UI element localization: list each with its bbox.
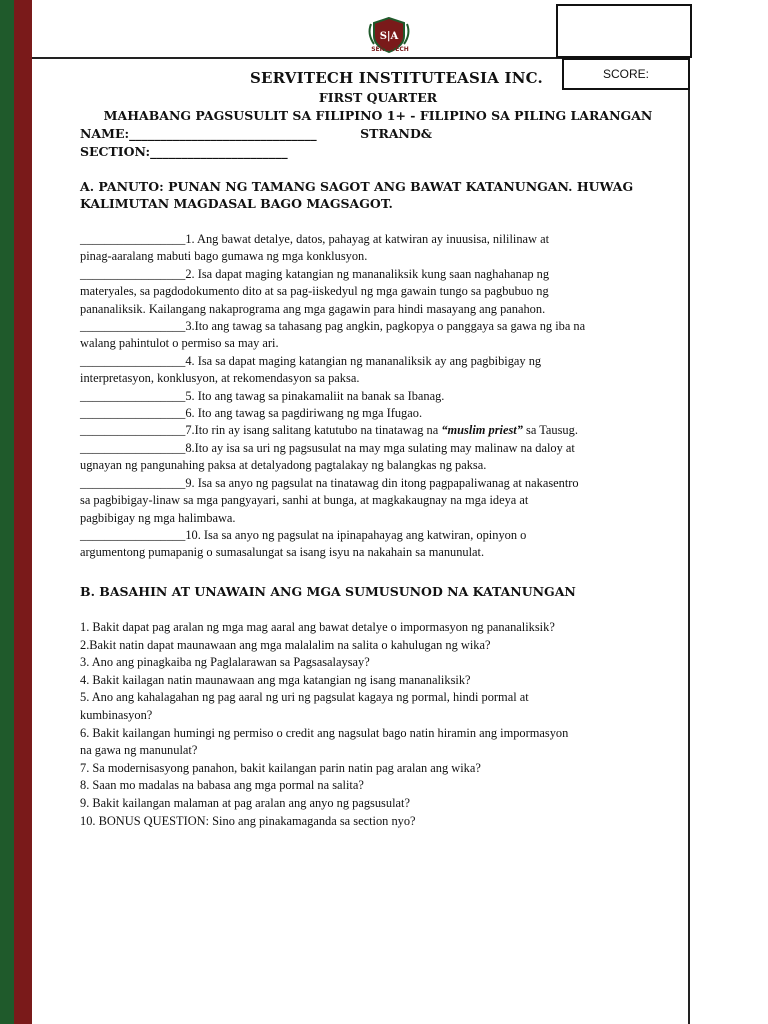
list-item: 1. Bakit dapat pag aralan ng mga mag aaral ang bawat detalye o impormasyon ng pananaliksik? — [80, 620, 555, 634]
list-item: _________________6. Ito ang tawag sa pagdiriwang ng mga Ifugao. — [80, 406, 423, 421]
list-item: 4. Bakit kailagan natin maunawaan ang mga katangian ng isang mananaliksik? — [80, 672, 471, 687]
exam-title: MAHABANG PAGSUSULIT SA FILIPINO 1+ - FILIPINO SA PILING LARANGAN — [103, 108, 653, 123]
list-item: pananaliksik. Kailangang nakaprograma ang mga gagawin para hindi masayang ang panahon. — [80, 301, 546, 316]
list-item: _________________4. Isa sa dapat maging katangian ng mananaliksik ay ang pagbibigay ng — [80, 353, 542, 368]
list-item: _________________5. Ito ang tawag sa pinakamaliit na banak sa Ibanag. — [80, 388, 445, 403]
list-item: kumbinasyon? — [80, 707, 153, 722]
list-item: sa pagbibigay-linaw sa mga pangyayari, sanhi at bunga, at magkakaugnay na mga ideya at — [80, 493, 529, 508]
list-item: ugnayan ng pangunahing paksa at detalyadong pagtalakay ng balangkas ng paksa. — [80, 458, 487, 473]
list-item: 7. Sa modernisasyong panahon, bakit kailangan parin natin pag aralan ang wika? — [80, 760, 481, 775]
item7-emphasis: “muslim priest” — [441, 423, 523, 438]
section-field: SECTION:______________________ — [80, 144, 288, 159]
list-item: 3. Ano ang pinagkaiba ng Paglalarawan sa Pagsasalaysay? — [80, 655, 370, 670]
list-item: 2.Bakit natin dapat maunawaan ang mga malalalim na salita o kahulugan ng wika? — [80, 637, 491, 652]
name-field: NAME:______________________________ STRAND& — [80, 126, 433, 141]
list-item: pagbibigay ng mga halimbawa. — [80, 510, 236, 525]
part-a-instruction-line: A. PANUTO: PUNAN NG TAMANG SAGOT ANG BAWAT KATANUNGAN. HUWAG — [80, 179, 634, 194]
list-item: materyales, sa pagdodokumento dito at sa pag-iiskedyul ng mga gawain tungo sa pagbubuo ng — [80, 284, 549, 299]
left-maroon-stripe — [14, 0, 32, 1024]
logo-letters: S|A — [379, 31, 399, 42]
list-item: _________________1. Ang bawat detalye, datos, pahayag at katwiran ay inuusisa, nililinaw at — [80, 232, 550, 246]
list-item: 6. Bakit kailangan humingi ng permiso o credit ang nagsulat bago natin hiramin ang impormasyon — [80, 725, 569, 740]
left-green-stripe — [0, 0, 14, 1024]
list-item: _________________3.Ito ang tawag sa tahasang pag angkin, pagkopya o panggaya sa gawa ng iba na — [80, 319, 586, 334]
part-b-instruction: B. BASAHIN AT UNAWAIN ANG MGA SUMUSUNOD NA KATANUNGAN — [80, 584, 576, 599]
logo-caption: SERVITECH — [371, 46, 409, 53]
part-a-instruction — [80, 178, 660, 212]
score-box: SCORE: — [562, 58, 690, 90]
list-item: 10. BONUS QUESTION: Sino ang pinakamaganda sa section nyo? — [80, 813, 416, 828]
part-b-questions — [80, 619, 680, 830]
list-item: na gawa ng manunulat? — [80, 743, 198, 758]
list-item — [80, 422, 680, 439]
list-item: _________________2. Isa dapat maging katangian ng mananaliksik kung saan naghahanap ng — [80, 266, 550, 281]
list-item: 8. Saan mo madalas na babasa ang mga pormal na salita? — [80, 778, 364, 793]
item7-text-end: sa Tausug. — [522, 423, 578, 438]
list-item: walang pahintulot o permiso sa may ari. — [80, 336, 279, 351]
list-item: 9. Bakit kailangan malaman at pag aralan ang anyo ng pagsusulat? — [80, 795, 410, 810]
right-border-line — [688, 58, 690, 1024]
part-a-instruction-line: KALIMUTAN MAGDASAL BAGO MAGSAGOT. — [80, 196, 393, 211]
list-item: interpretasyon, konklusyon, at rekomendasyon sa paksa. — [80, 371, 360, 386]
school-name: SERVITECH INSTITUTEASIA INC. — [250, 69, 543, 87]
item7-text: _________________7.Ito rin ay isang salitang katutubo na tinatawag na — [80, 423, 442, 438]
blank-box — [556, 4, 692, 58]
list-item: _________________8.Ito ay isa sa uri ng pagsusulat na may mga sulating may malinaw na daloy at — [80, 440, 575, 455]
list-item: argumentong pumapanig o sumasalungat sa isang isyu na nakahain sa manunulat. — [80, 545, 485, 560]
quarter-title: FIRST QUARTER — [318, 90, 438, 105]
list-item: pinag-aaralang mabuti bago gumawa ng mga konklusyon. — [80, 249, 368, 264]
list-item: _________________10. Isa sa anyo ng pagsulat na ipinapahayag ang katwiran, opinyon o — [80, 527, 527, 542]
list-item: _________________9. Isa sa anyo ng pagsulat na tinatawag din itong pagpapaliwanag at nakasentro — [80, 475, 579, 490]
part-a-items — [80, 231, 680, 562]
list-item: 5. Ano ang kahalagahan ng pag aaral ng uri ng pagsulat kagaya ng pormal, hindi pormal at — [80, 690, 529, 705]
